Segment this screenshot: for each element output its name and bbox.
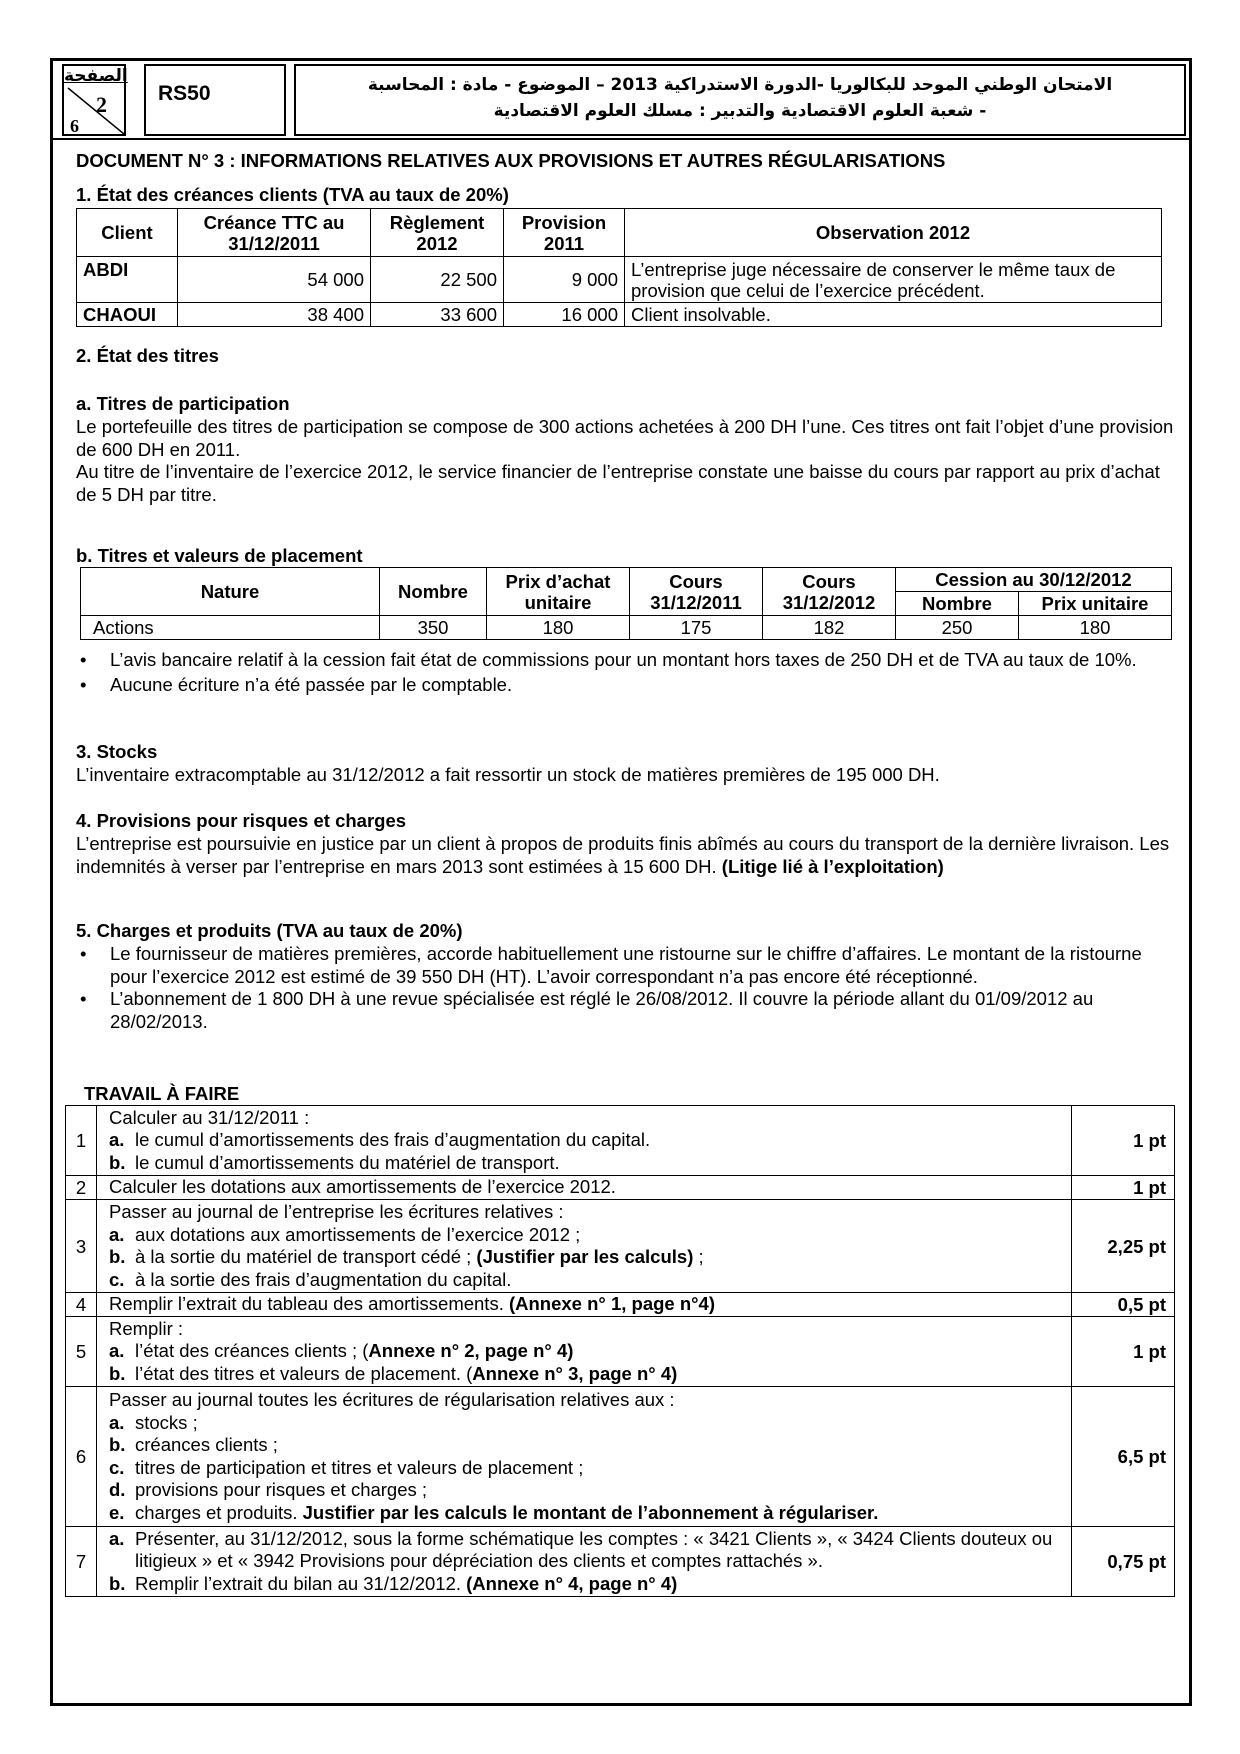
reglement-value: 22 500 — [371, 257, 504, 303]
item-letter: b. — [109, 1246, 126, 1267]
item-text: aux dotations aux amortissements de l’exercice 2012 ; — [135, 1223, 581, 1245]
provision-value: 16 000 — [504, 303, 625, 327]
cession-prix-value: 180 — [1019, 616, 1172, 640]
page-label: الصفحة — [64, 66, 128, 86]
exam-title-line2: - شعبة العلوم الاقتصادية والتدبير : مسلك العلوم الاقتصادية — [493, 101, 987, 121]
section-4-text — [76, 833, 1172, 878]
observation-text: Client insolvable. — [625, 303, 1162, 327]
col-cession-prix: Prix unitaire — [1019, 592, 1172, 616]
task-number: 5 — [66, 1317, 97, 1387]
reglement-value: 33 600 — [371, 303, 504, 327]
item-letter: a. — [109, 1223, 125, 1245]
task-7-b — [109, 1573, 1065, 1596]
task-5-b — [109, 1363, 1065, 1386]
creance-value: 54 000 — [178, 257, 371, 303]
task-number: 6 — [66, 1387, 97, 1527]
task-points: 1 pt — [1072, 1176, 1175, 1200]
header-divider — [50, 138, 1192, 140]
task-5-intro: Remplir : — [109, 1317, 184, 1339]
task-3-intro: Passer au journal de l’entreprise les écritures relatives : — [109, 1201, 564, 1222]
task-number: 1 — [66, 1106, 97, 1176]
observation-text: L’entreprise juge nécessaire de conserver le même taux de provision que celui de l’exercice précédent. — [625, 257, 1162, 303]
task-text — [97, 1387, 1072, 1527]
task-text — [97, 1200, 1072, 1293]
creances-header-row — [77, 209, 1162, 257]
section-5-bullets — [76, 943, 1172, 1033]
item-end: ; — [693, 1246, 704, 1267]
item-bold: Annexe n° 3, page n° 4) — [472, 1362, 678, 1384]
table-row — [81, 616, 1172, 640]
col-cession-nombre: Nombre — [896, 592, 1019, 616]
item-text: Remplir l’extrait du bilan au 31/12/2012. — [135, 1572, 461, 1594]
titres-participation-p2: Au titre de l’inventaire de l’exercice 2012, le service financier de l’entreprise constate une baisse du cours par rapport au prix d’achat de 5 DH par titre. — [76, 461, 1160, 505]
task-row-4 — [66, 1293, 1175, 1317]
nature-value: Actions — [81, 616, 380, 640]
item-bold: (Annexe n° 1, page n°4) — [508, 1293, 715, 1315]
section-4-bold: (Litige lié à l’exploitation) — [721, 855, 944, 877]
item-letter: a. — [109, 1129, 125, 1151]
item-letter: c. — [109, 1268, 125, 1290]
task-row-1 — [66, 1106, 1175, 1176]
task-6-c — [109, 1457, 1065, 1480]
item-text: à la sortie des frais d’augmentation du capital. — [135, 1268, 512, 1290]
task-points: 1 pt — [1072, 1106, 1175, 1176]
table-row — [77, 257, 1162, 303]
item-bold: Justifier par les calculs le montant de l’abonnement à régulariser. — [302, 1501, 879, 1523]
item-bold: Annexe n° 2, page n° 4) — [368, 1340, 574, 1362]
page-number-box — [62, 64, 126, 136]
task-text — [97, 1106, 1072, 1176]
task-row-3 — [66, 1200, 1175, 1293]
task-6-b — [109, 1434, 1065, 1457]
exam-title-line1: الامتحان الوطني الموحد للبكالوريا -الدورة الاستدراكية 2013 – الموضوع - مادة : المحاسبة — [367, 75, 1113, 95]
col-cours-2011: Cours 31/12/2011 — [630, 568, 763, 616]
task-points: 0,5 pt — [1072, 1293, 1175, 1317]
item-text: Présenter, au 31/12/2012, sous la forme schématique les comptes : « 3421 Clients », « 3424 Clients douteux ou litigieux » et « 3942 Provisions pour dépréciation des clients et comptes rattachés ». — [135, 1527, 1053, 1572]
item-text: Remplir l’extrait du tableau des amortissements. — [109, 1293, 504, 1315]
header — [62, 64, 1186, 136]
col-nombre: Nombre — [380, 568, 487, 616]
task-row-5 — [66, 1317, 1175, 1387]
cours-2012-value: 182 — [763, 616, 896, 640]
section-2-title: 2. État des titres — [76, 345, 219, 366]
task-7-a — [109, 1528, 1065, 1573]
task-text — [97, 1527, 1072, 1597]
task-1-intro: Calculer au 31/12/2011 : — [109, 1106, 310, 1128]
list-item: • Le fournisseur de matières premières, accorde habituellement une ristourne sur le chiffre d’affaires. Le montant de la ristourne pour l’exercice 2012 est estimé de 39 550 DH (HT). L’avoir correspondant n’a pas encore été réceptionné. — [76, 943, 1172, 988]
task-number: 4 — [66, 1293, 97, 1317]
task-3-a — [109, 1224, 1065, 1247]
item-letter: a. — [109, 1340, 125, 1362]
placement-header-row-1 — [81, 568, 1172, 592]
provision-value: 9 000 — [504, 257, 625, 303]
item-text: à la sortie du matériel de transport cédé ; — [135, 1246, 472, 1267]
cours-2011-value: 175 — [630, 616, 763, 640]
cession-nombre-value: 250 — [896, 616, 1019, 640]
table-row — [77, 303, 1162, 327]
client-name: CHAOUI — [77, 303, 178, 327]
task-6-intro: Passer au journal toutes les écritures de régularisation relatives aux : — [109, 1389, 675, 1410]
page-total: 6 — [70, 116, 79, 136]
item-text: titres de participation et titres et valeurs de placement ; — [135, 1456, 584, 1478]
item-letter: b. — [109, 1572, 126, 1594]
item-letter: a. — [109, 1411, 125, 1433]
task-text — [97, 1293, 1072, 1317]
task-row-7 — [66, 1527, 1175, 1597]
col-cession: Cession au 30/12/2012 — [896, 568, 1172, 592]
titres-participation-title: a. Titres de participation — [76, 393, 290, 414]
list-item: • L’abonnement de 1 800 DH à une revue spécialisée est réglé le 26/08/2012. Il couvre la période allant du 01/09/2012 au 28/02/2013. — [76, 988, 1172, 1033]
task-row-6 — [66, 1387, 1175, 1527]
item-letter: e. — [109, 1501, 125, 1523]
item-text: l’état des titres et valeurs de placement. ( — [135, 1362, 473, 1384]
col-provision: Provision 2011 — [504, 209, 625, 257]
creances-table — [76, 208, 1162, 327]
titres-participation-p1: Le portefeuille des titres de participation se compose de 300 actions achetées à 200 DH l’une. Ces titres ont fait l’objet d’une provision de 600 DH en 2011. — [76, 416, 1174, 460]
list-item: • Aucune écriture n’a été passée par le comptable. — [76, 674, 1176, 697]
col-observation: Observation 2012 — [625, 209, 1162, 257]
titres-placement-table — [80, 567, 1172, 640]
travail-title: TRAVAIL À FAIRE — [84, 1083, 240, 1104]
section-4-title: 4. Provisions pour risques et charges — [76, 810, 407, 831]
document-title: DOCUMENT N° 3 : INFORMATIONS RELATIVES AUX PROVISIONS ET AUTRES RÉGULARISATIONS — [76, 150, 946, 171]
item-text: provisions pour risques et charges ; — [135, 1479, 428, 1500]
item-letter: d. — [109, 1479, 126, 1500]
task-points: 2,25 pt — [1072, 1200, 1175, 1293]
exam-title-box — [294, 64, 1186, 136]
item-text: le cumul d’amortissements des frais d’augmentation du capital. — [135, 1129, 651, 1151]
item-bold: (Annexe n° 4, page n° 4) — [466, 1572, 678, 1594]
item-letter: b. — [109, 1151, 126, 1173]
list-item: • L’avis bancaire relatif à la cession fait état de commissions pour un montant hors taxes de 250 DH et de TVA au taux de 10%. — [76, 649, 1176, 672]
page-number: 2 — [96, 92, 107, 117]
task-3-b — [109, 1246, 1065, 1269]
section-3-text: L’inventaire extracomptable au 31/12/2012 a fait ressortir un stock de matières premières de 195 000 DH. — [76, 764, 940, 785]
item-bold: (Justifier par les calculs) — [476, 1246, 694, 1267]
task-3-c — [109, 1269, 1065, 1292]
item-letter: a. — [109, 1527, 125, 1549]
nombre-value: 350 — [380, 616, 487, 640]
item-text: stocks ; — [135, 1411, 198, 1433]
task-6-a — [109, 1412, 1065, 1435]
task-1-a — [109, 1129, 1065, 1152]
item-letter: b. — [109, 1434, 126, 1455]
col-nature: Nature — [81, 568, 380, 616]
task-row-2 — [66, 1176, 1175, 1200]
task-5-a — [109, 1340, 1065, 1363]
titres-placement-title: b. Titres et valeurs de placement — [76, 545, 363, 566]
section-5-title: 5. Charges et produits (TVA au taux de 20%) — [76, 920, 463, 941]
creance-value: 38 400 — [178, 303, 371, 327]
item-text: le cumul d’amortissements du matériel de transport. — [135, 1151, 560, 1173]
task-6-e — [109, 1502, 1065, 1525]
col-creance: Créance TTC au 31/12/2011 — [178, 209, 371, 257]
item-letter: c. — [109, 1456, 125, 1478]
task-points: 0,75 pt — [1072, 1527, 1175, 1597]
task-text: Calculer les dotations aux amortissements de l’exercice 2012. — [97, 1176, 1072, 1200]
task-number: 2 — [66, 1176, 97, 1200]
section-4-body: L’entreprise est poursuivie en justice par un client à propos de produits finis abîmés au cours du transport de la dernière livraison. Les indemnités à verser par l’entreprise en mars 2013 sont estimées à 15 600 DH. — [76, 833, 1170, 877]
task-points: 6,5 pt — [1072, 1387, 1175, 1527]
placement-bullets — [76, 649, 1176, 696]
item-text: charges et produits. — [135, 1501, 298, 1523]
task-text — [97, 1317, 1072, 1387]
task-number: 7 — [66, 1527, 97, 1597]
task-number: 3 — [66, 1200, 97, 1293]
item-text: créances clients ; — [135, 1434, 278, 1455]
item-text: l’état des créances clients ; ( — [135, 1340, 369, 1362]
section-1-title: 1. État des créances clients (TVA au taux de 20%) — [76, 184, 509, 205]
section-3-title: 3. Stocks — [76, 741, 158, 762]
task-1-b — [109, 1152, 1065, 1175]
travail-table — [65, 1105, 1175, 1597]
exam-code: RS50 — [144, 64, 286, 136]
client-name: ABDI — [77, 257, 178, 303]
prix-value: 180 — [487, 616, 630, 640]
col-client: Client — [77, 209, 178, 257]
task-points: 1 pt — [1072, 1317, 1175, 1387]
col-prix-achat: Prix d’achat unitaire — [487, 568, 630, 616]
task-6-d — [109, 1479, 1065, 1502]
item-letter: b. — [109, 1362, 126, 1384]
col-reglement: Règlement 2012 — [371, 209, 504, 257]
col-cours-2012: Cours 31/12/2012 — [763, 568, 896, 616]
